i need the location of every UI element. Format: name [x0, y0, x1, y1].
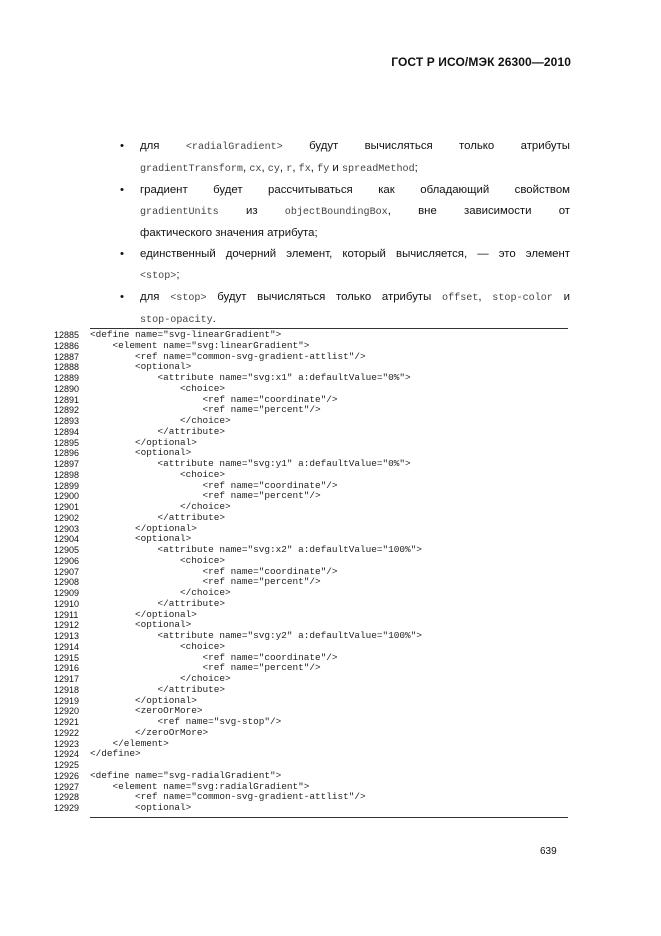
line-number: 12917 [54, 674, 80, 684]
code-line [54, 384, 574, 395]
line-number: 12905 [54, 545, 80, 555]
inline-code: <stop> [170, 293, 207, 304]
bullet-text: , [292, 162, 299, 174]
line-number: 12920 [54, 706, 80, 717]
line-number: 12923 [54, 738, 80, 749]
line-number: 12888 [54, 362, 80, 373]
page-header-title: ГОСТ Р ИСО/МЭК 26300—2010 [391, 55, 571, 69]
line-number: 12907 [54, 566, 80, 577]
line-number: 12895 [54, 437, 80, 448]
code-text: </choice> [90, 501, 231, 512]
code-text: <ref name="percent"/> [90, 404, 321, 416]
code-text: <define name="svg-linearGradient"> [90, 329, 282, 340]
line-number: 12925 [54, 760, 80, 770]
code-line [54, 728, 574, 739]
code-text: </optional> [90, 436, 197, 448]
code-text: </choice> [90, 673, 231, 684]
code-text: <ref name="coordinate"/> [90, 479, 338, 491]
inline-code: gradientUnits [140, 207, 219, 218]
bullet-dot-icon: • [120, 248, 124, 260]
line-number: 12904 [54, 534, 80, 545]
code-text: <zeroOrMore> [90, 705, 203, 717]
line-number: 12885 [54, 330, 80, 340]
line-number: 12915 [54, 652, 80, 663]
bullet-text: , [310, 162, 318, 174]
inline-code: offset [442, 293, 479, 304]
code-text: </attribute> [90, 683, 226, 695]
code-text: <ref name="percent"/> [90, 576, 321, 588]
code-text: <optional> [90, 619, 192, 631]
line-number: 12903 [54, 523, 80, 534]
code-text: <ref name="percent"/> [90, 490, 321, 502]
code-text: </optional> [90, 694, 197, 706]
code-text: <attribute name="svg:x2" a:defaultValue="100%"> [90, 544, 422, 555]
code-text: <define name="svg-radialGradient"> [90, 769, 282, 781]
line-number: 12892 [54, 405, 80, 416]
code-line [54, 803, 574, 814]
bullet-text: , [242, 162, 250, 174]
code-listing [54, 330, 574, 814]
code-line [54, 556, 574, 567]
code-line [54, 341, 574, 352]
bullet-item [120, 287, 570, 331]
line-number: 12929 [54, 803, 80, 813]
code-text: </choice> [90, 587, 231, 598]
code-text: </attribute> [90, 425, 226, 437]
line-number: 12916 [54, 663, 80, 674]
code-text: <optional> [90, 802, 192, 813]
inline-code: r [286, 164, 293, 175]
line-number: 12891 [54, 394, 80, 405]
code-text: <choice> [90, 468, 226, 480]
line-number: 12914 [54, 641, 80, 652]
code-text: <element name="svg:radialGradient"> [90, 780, 310, 792]
code-text: </attribute> [90, 597, 226, 609]
code-text: </attribute> [90, 511, 226, 523]
line-number: 12908 [54, 577, 80, 588]
line-number: 12906 [54, 555, 80, 566]
code-text: </optional> [90, 608, 197, 620]
inline-code: cy [267, 164, 280, 175]
code-text: <attribute name="svg:y2" a:defaultValue="100%"> [90, 630, 422, 641]
bullet-text: фактического значения атрибута; [140, 227, 318, 239]
line-number: 12889 [54, 373, 80, 383]
line-number: 12901 [54, 502, 80, 512]
inline-code: cx [249, 164, 262, 175]
code-text: <ref name="coordinate"/> [90, 651, 338, 663]
line-number: 12919 [54, 695, 80, 706]
code-line [54, 642, 574, 653]
code-text: </zeroOrMore> [90, 726, 209, 738]
bullet-text: для [140, 291, 171, 303]
code-text: <ref name="svg-stop"/> [90, 716, 282, 727]
code-text: <attribute name="svg:y1" a:defaultValue="0%"> [90, 458, 411, 469]
bullet-item [120, 136, 570, 180]
code-text: </optional> [90, 522, 197, 534]
bullet-text: ; [414, 162, 418, 174]
inline-code: gradientTransform [140, 164, 243, 175]
code-line [54, 685, 574, 696]
bullet-text: для [140, 140, 186, 152]
code-line [54, 599, 574, 610]
code-text: <choice> [90, 640, 226, 652]
code-line [54, 470, 574, 481]
code-line [54, 749, 574, 760]
line-number: 12913 [54, 631, 80, 641]
bullet-text: единственный дочерний элемент, который вычисляется, — это элемент [140, 248, 570, 260]
code-text: </element> [90, 737, 169, 749]
inline-code: fy [317, 164, 330, 175]
line-number: 12912 [54, 620, 80, 631]
line-number: 12927 [54, 781, 80, 792]
bullet-text: будут вычисляться только атрибуты [282, 140, 570, 152]
line-number: 12922 [54, 727, 80, 738]
inline-code: objectBoundingBox [284, 207, 388, 218]
inline-code: <stop> [140, 271, 177, 282]
bullet-item [120, 180, 570, 244]
code-text: <choice> [90, 554, 226, 566]
line-number: 12902 [54, 512, 80, 523]
bullet-text: . [212, 313, 216, 325]
code-text: <optional> [90, 447, 192, 459]
code-text: <choice> [90, 382, 226, 394]
inline-code: stop-opacity [140, 315, 213, 326]
line-number: 12899 [54, 480, 80, 491]
bullet-text: будут вычисляться только атрибуты [206, 291, 443, 303]
bullet-text: , [478, 291, 493, 303]
line-number: 12924 [54, 749, 80, 760]
line-number: 12911 [54, 609, 79, 620]
bullet-dot-icon: • [120, 291, 124, 303]
code-text: <ref name="common-svg-gradient-attlist"/> [90, 350, 366, 362]
bullet-list [120, 136, 570, 331]
line-number: 12886 [54, 340, 80, 351]
line-number: 12897 [54, 459, 80, 469]
bullet-text: , [261, 162, 268, 174]
line-number: 12909 [54, 588, 80, 598]
line-number: 12926 [54, 770, 80, 781]
code-text: <optional> [90, 361, 192, 373]
code-line [54, 427, 574, 438]
code-text: <ref name="common-svg-gradient-attlist"/> [90, 791, 366, 803]
line-number: 12900 [54, 491, 80, 502]
inline-code: stop-color [492, 293, 553, 304]
line-number: 12910 [54, 598, 80, 609]
bullet-text: , вне зависимости от [387, 205, 570, 217]
code-line [54, 513, 574, 524]
line-number: 12898 [54, 469, 80, 480]
code-text: <optional> [90, 533, 192, 545]
code-text: <element name="svg:linearGradient"> [90, 339, 310, 351]
code-line [54, 771, 574, 782]
code-text: <attribute name="svg:x1" a:defaultValue="0%"> [90, 372, 411, 383]
bullet-text: градиент будет рассчитываться как обладающий свойством [140, 184, 570, 196]
bullet-dot-icon: • [120, 184, 124, 196]
line-number: 12887 [54, 351, 80, 362]
inline-code: <radialGradient> [185, 142, 283, 153]
inline-code: fx [298, 164, 311, 175]
page-number: 639 [540, 846, 557, 857]
code-text: <ref name="percent"/> [90, 662, 321, 674]
bullet-text: , [279, 162, 287, 174]
line-number: 12896 [54, 448, 80, 459]
bullet-text: и [552, 291, 570, 303]
bullet-item [120, 244, 570, 287]
line-number: 12893 [54, 416, 80, 426]
line-number: 12894 [54, 426, 80, 437]
bullet-dot-icon: • [120, 140, 124, 152]
line-number: 12921 [54, 717, 80, 727]
line-number: 12928 [54, 792, 80, 803]
code-text: <ref name="coordinate"/> [90, 393, 338, 405]
bullet-text: ; [176, 269, 180, 281]
bottom-divider [90, 817, 568, 818]
code-text: </choice> [90, 415, 231, 426]
line-number: 12918 [54, 684, 80, 695]
bullet-text: из [218, 205, 285, 217]
inline-code: spreadMethod [341, 164, 415, 175]
code-text: <ref name="coordinate"/> [90, 565, 338, 577]
bullet-text: и [329, 162, 342, 174]
code-text: </define> [90, 748, 141, 760]
line-number: 12890 [54, 383, 80, 394]
